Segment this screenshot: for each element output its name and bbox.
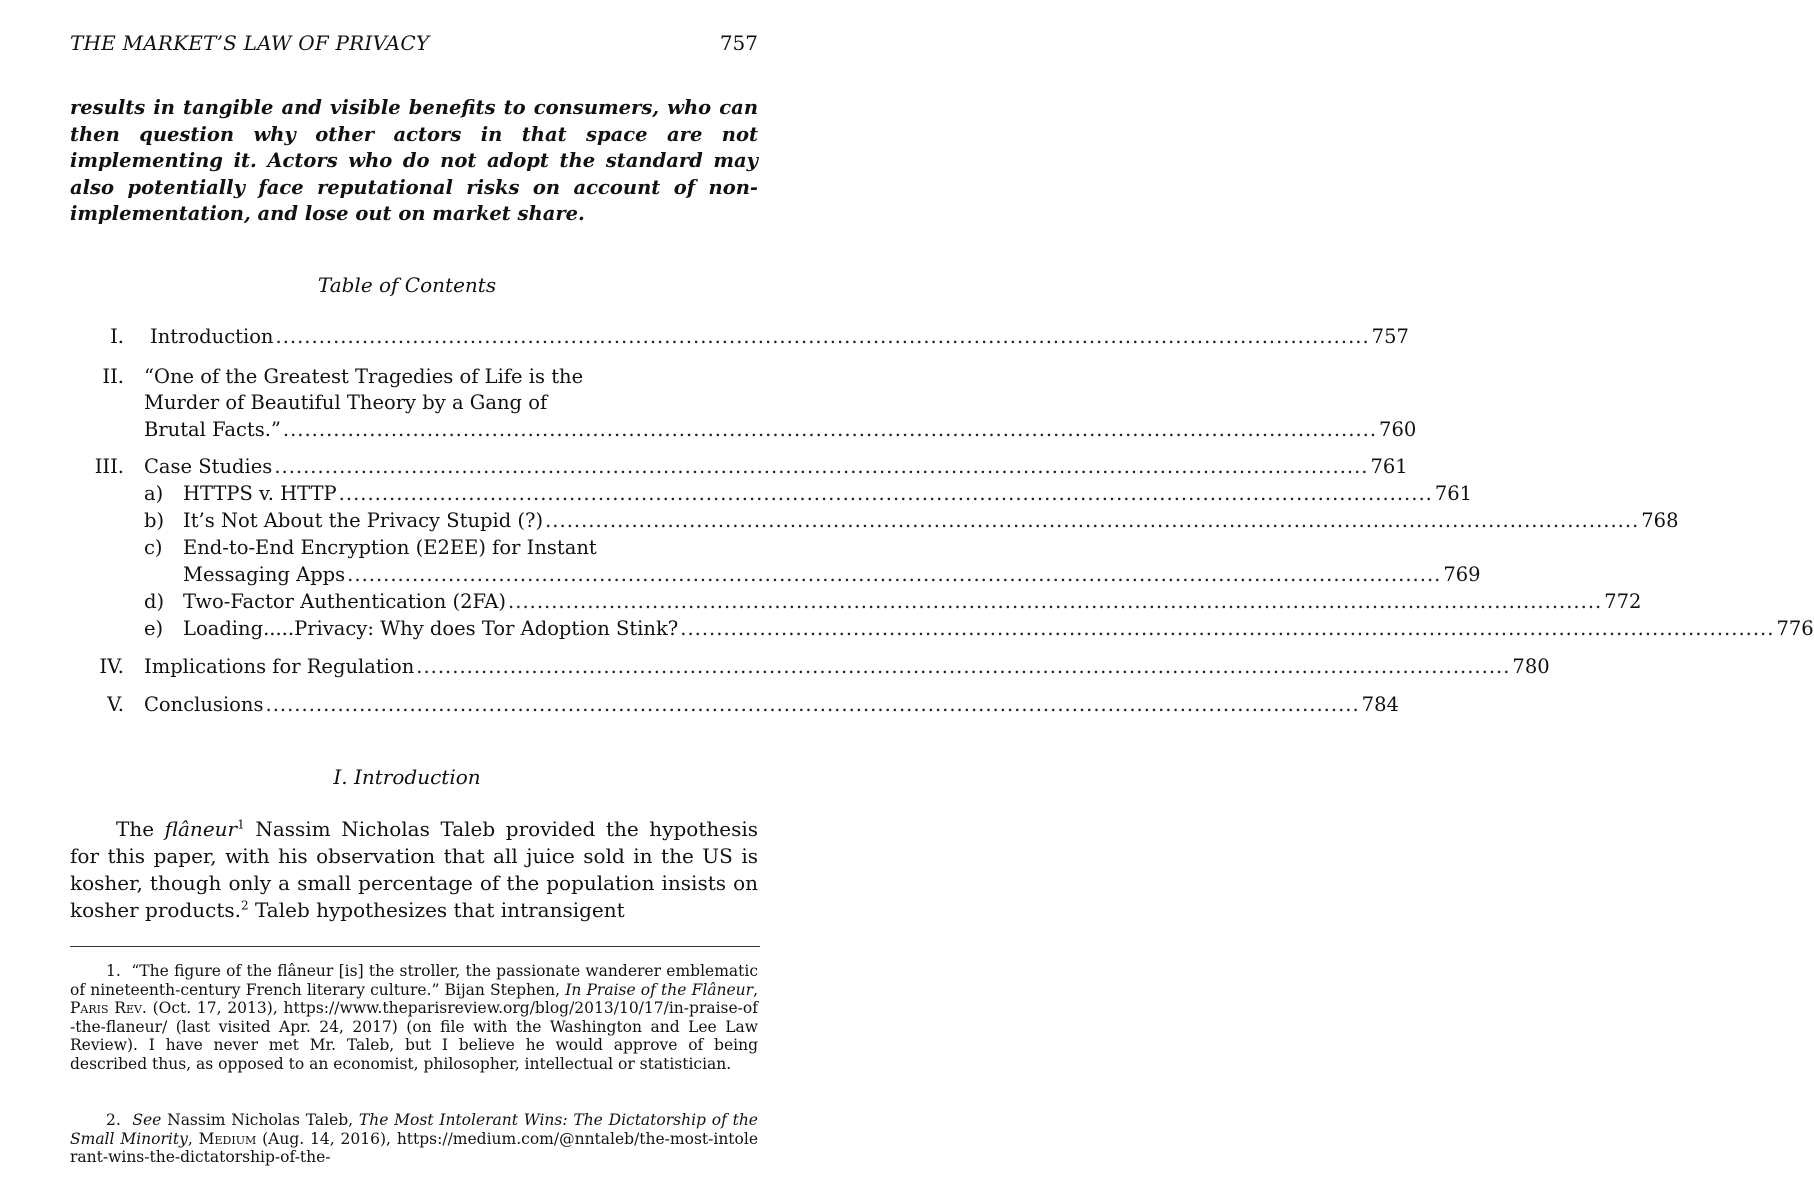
toc-leader-dots: ........................................................................................................................................................ [508,590,1603,613]
toc-entry-label: Case Studies [144,455,273,478]
toc-leader-dots: ........................................................................................................................................................ [275,325,1370,348]
toc-entry-label: Loading.....Privacy: Why does Tor Adoption Stink? [183,617,679,640]
page-number: 757 [719,31,758,55]
footnote-text: (Aug. 14, 2016), [256,1129,397,1148]
running-header [70,30,758,56]
running-title: THE MARKET’S LAW OF PRIVACY [70,31,430,55]
toc-entry-e2ee[interactable] [183,561,1481,588]
toc-entry-regulation[interactable] [144,653,1550,680]
toc-entry-label: Conclusions [144,693,264,716]
toc-entry-label: HTTPS v. HTTP [183,482,337,505]
toc-subnumber: a) [144,482,164,505]
toc-entry-case-studies[interactable] [144,453,1408,480]
toc-entry-label: Two-Factor Authentication (2FA) [183,590,507,613]
toc-title: Table of Contents [317,273,497,297]
footnote-text: , [753,980,759,999]
toc-page: 784 [1361,693,1399,716]
toc-entry-label: Messaging Apps [183,563,346,586]
footnote-1 [70,962,758,1074]
footnote-url[interactable]: https://www.theparisreview.org/blog/2013/10/17/in-praise-of-the-flaneur/ [70,999,758,1036]
footnote-ref-2[interactable]: 2 [241,898,249,913]
toc-entry-privacy-stupid[interactable] [183,507,1679,534]
toc-leader-dots: ........................................................................................................................................................ [680,617,1775,640]
toc-subnumber: d) [144,590,165,613]
toc-page: 757 [1371,325,1409,348]
toc-page: 772 [1604,590,1642,613]
toc-page: 761 [1370,455,1408,478]
toc-leader-dots: ........................................................................................................................................................ [416,655,1511,678]
toc-number: II. [102,365,124,388]
footnote-url[interactable]: https://medium.com/@nntaleb/the-most-intolerant-wins-the-dictatorship-of-the- [70,1129,758,1167]
toc-entry-label: It’s Not About the Privacy Stupid (?) [183,509,544,532]
toc-leader-dots: ........................................................................................................................................................ [282,418,1378,441]
toc-page: 760 [1379,418,1417,441]
toc-page: 769 [1443,563,1481,586]
toc-leader-dots: ........................................................................................................................................................ [545,509,1640,532]
body-text: Taleb hypothesizes that intransigent [248,898,625,922]
toc-entry-conclusions[interactable] [144,691,1399,718]
toc-page: 776 [1776,617,1814,640]
footnote-number: 2. [106,1111,121,1129]
footnote-number: 1. [106,962,121,980]
footnote-text: “The figure of the flâneur [is] the stroller, the passionate wanderer emblematic of nineteenth-century French literary culture.” Bijan Stephen, [70,962,759,999]
footnote-divider [70,946,760,947]
toc-entry-label: Introduction [150,325,274,348]
toc-number: III. [94,455,124,478]
toc-entry-2fa[interactable] [183,588,1642,615]
toc-subnumber: c) [144,536,163,559]
toc-leader-dots: ........................................................................................................................................................ [347,563,1442,586]
toc-number: I. [110,325,124,348]
footnote-publisher: Medium [198,1129,257,1148]
toc-entry-label-line: Murder of Beautiful Theory by a Gang of [144,391,548,414]
body-text: The [116,817,165,841]
footnote-text: , [187,1129,199,1148]
toc-entry-label-line: “One of the Greatest Tragedies of Life is the [144,365,584,388]
toc-entry-greatest-tragedies[interactable] [144,416,1417,443]
body-paragraph [70,816,758,924]
toc-entry-label: Brutal Facts.” [144,418,281,441]
toc-number: IV. [99,655,124,678]
footnote-ref-1[interactable]: 1 [237,817,245,832]
toc-subnumber: e) [144,617,164,640]
footnote-text: (Oct. 17, 2013), [146,999,284,1018]
footnote-2 [70,1111,758,1167]
footnote-title: In Praise of the Flâneur [565,980,754,999]
footnote-text: Nassim Nicholas Taleb, [161,1111,359,1129]
toc-leader-dots: ........................................................................................................................................................ [265,693,1360,716]
toc-entry-tor[interactable] [183,615,1814,642]
toc-page: 780 [1512,655,1550,678]
toc-entry-label-line: End-to-End Encryption (E2EE) for Instant [183,536,597,559]
toc-page: 768 [1641,509,1679,532]
toc-number: V. [107,693,124,716]
toc-entry-introduction[interactable] [150,323,1409,350]
flaneur-term: flâneur [164,817,238,841]
toc-subnumber: b) [144,509,165,532]
footnote-signal: See [132,1111,162,1129]
toc-leader-dots: ........................................................................................................................................................ [338,482,1433,505]
toc-page: 761 [1434,482,1473,505]
footnote-title: The Most Intolerant Wins: The Dictatorship of the Small Minority [70,1111,758,1148]
toc-entry-label: Implications for Regulation [144,655,415,678]
section-heading: I. Introduction [333,765,481,789]
footnote-journal: Paris Rev. [70,999,147,1018]
toc-entry-https[interactable] [183,480,1473,507]
intro-paragraph: results in tangible and visible benefits to consumers, who can then question why other actors in that space are not implementing it. Actors who do not adopt the standard may also potentially face reputational risks on account of non-implementation, and lose out on market share. [70,96,758,225]
footnote-text: (last visited Apr. 24, 2017) (on file with the Washington and Lee Law Review). I have never met Mr. Taleb, but I believe he would approve of being described thus, as opposed to an economist, philosopher, intellectual or statistician. [70,1017,758,1073]
body-text: Nassim Nicholas Taleb provided the hypothesis for this paper, with his observation that all juice sold in the US is kosher, though only a small percentage of the population insists on kosher products. [70,817,758,922]
toc-leader-dots: ........................................................................................................................................................ [274,455,1369,478]
